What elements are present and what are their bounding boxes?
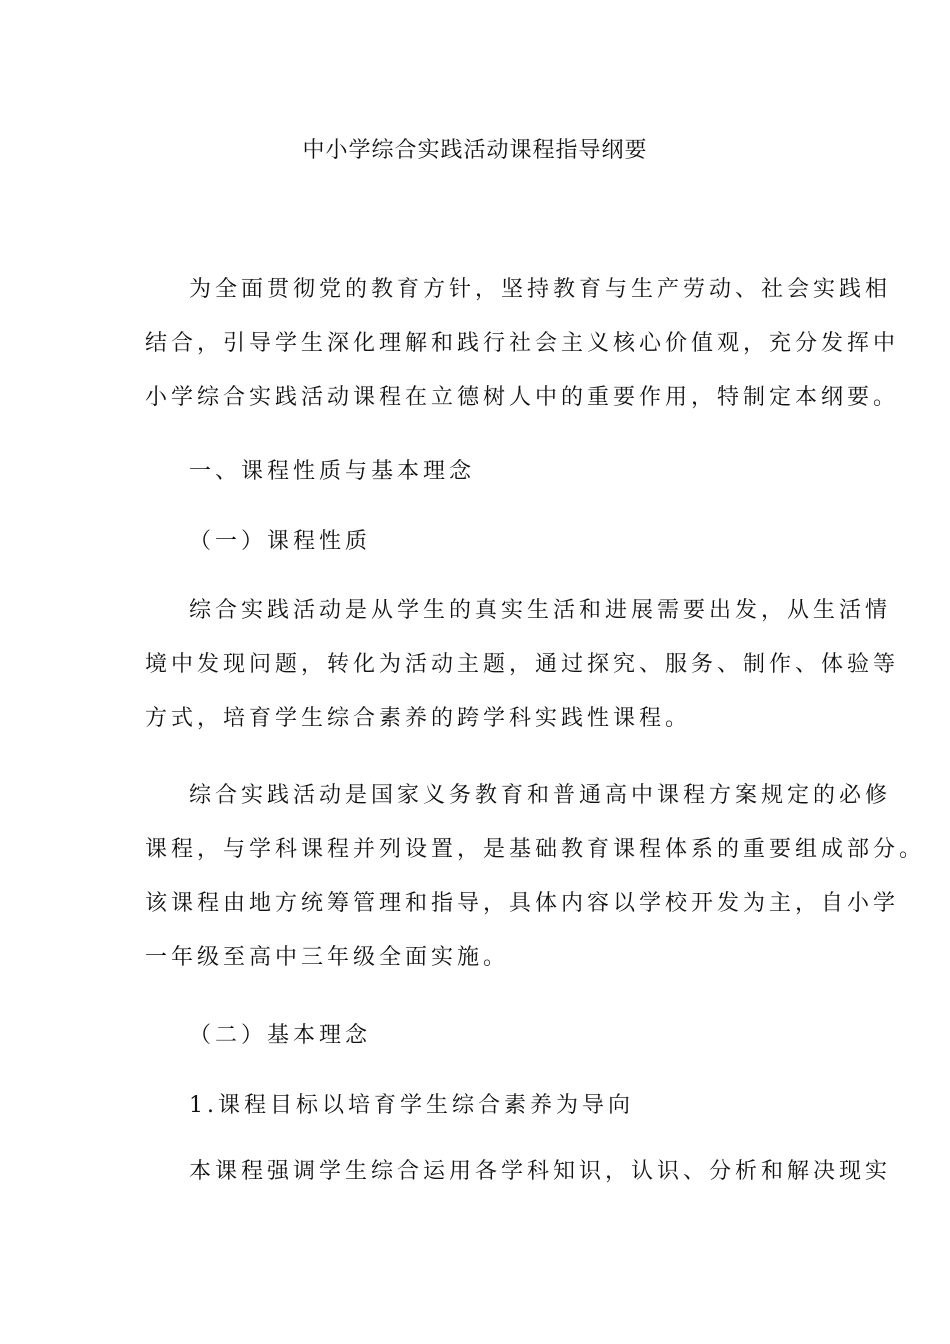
item-heading-1: 1.课程目标以培育学生综合素养为导向 [189,1093,634,1118]
nature-p1-line-2: 境中发现问题，转化为活动主题，通过探究、服务、制作、体验等 [145,652,900,677]
nature-paragraph-1 [145,584,900,746]
subsection-heading-2: （二）基本理念 [189,1023,372,1048]
item1-paragraph-1 [145,1145,892,1199]
subsection-heading-1: （一）课程性质 [189,529,372,554]
nature-p2-line-1: 综合实践活动是国家义务教育和普通高中课程方案规定的必修 [189,783,892,808]
section-heading-1: 一、课程性质与基本理念 [189,459,476,484]
intro-line-3: 小学综合实践活动课程在立德树人中的重要作用，特制定本纲要。 [145,385,900,410]
intro-line-2: 结合，引导学生深化理解和践行社会主义核心价值观，充分发挥中 [145,331,900,356]
nature-p2-line-4: 一年级至高中三年级全面实施。 [145,945,510,970]
intro-line-1: 为全面贯彻党的教育方针，坚持教育与生产劳动、社会实践相 [189,277,892,302]
item1-p1-line-1: 本课程强调学生综合运用各学科知识，认识、分析和解决现实 [189,1159,892,1184]
nature-p1-line-3: 方式，培育学生综合素养的跨学科实践性课程。 [145,706,692,731]
document-title: 中小学综合实践活动课程指导纲要 [302,138,648,163]
nature-p1-line-1: 综合实践活动是从学生的真实生活和进展需要出发，从生活情 [189,598,892,623]
intro-paragraph [145,263,900,425]
nature-p2-line-3: 该课程由地方统筹管理和指导，具体内容以学校开发为主，自小学 [145,891,900,916]
nature-p2-line-2: 课程，与学科课程并列设置，是基础教育课程体系的重要组成部分。 [145,837,926,862]
nature-paragraph-2 [145,769,926,985]
